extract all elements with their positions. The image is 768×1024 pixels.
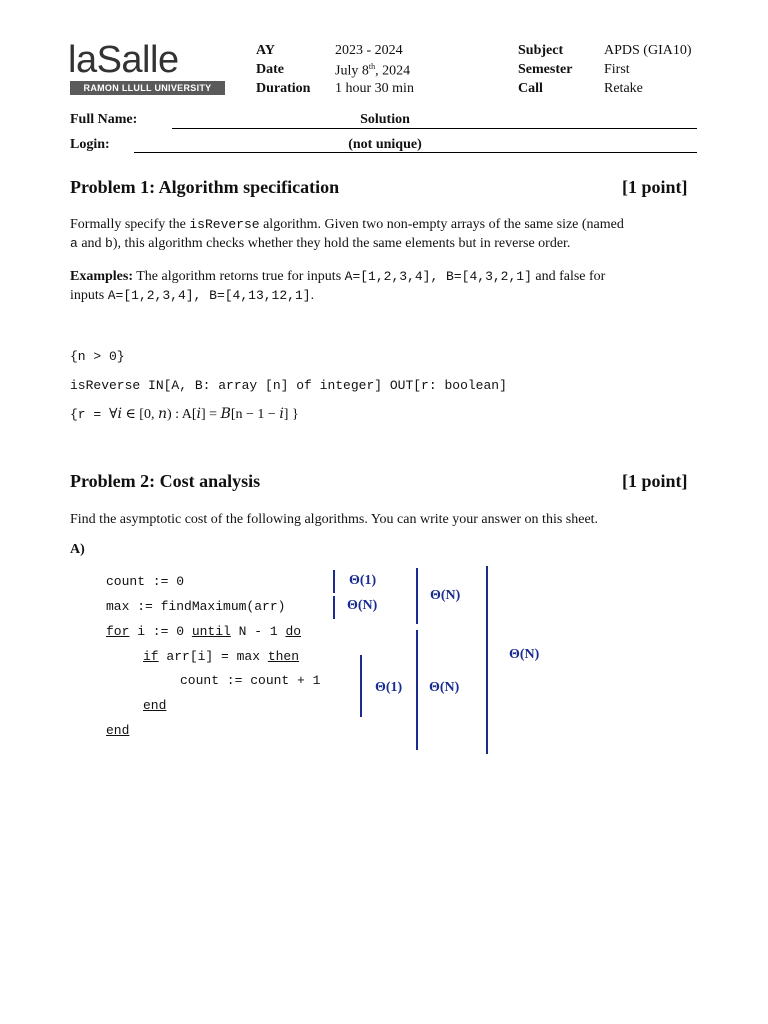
semester-value: First [604, 62, 630, 77]
cost-inner: Θ(1) [375, 680, 403, 695]
code-line-if: if arr[i] = max then [143, 649, 300, 664]
problem1-title: Problem 1: Algorithm specification [70, 177, 340, 197]
date-value: July 8th, 2024 [335, 62, 411, 79]
code-line-increment: count := count + 1 [180, 673, 321, 688]
semester-label: Semester [518, 62, 573, 77]
login-value: (not unique) [348, 137, 422, 152]
bar-inner [360, 655, 362, 717]
ay-value: 2023 - 2024 [335, 43, 403, 58]
signature: isReverse IN[A, B: array [n] of integer] OUT[r: boolean] [70, 378, 507, 393]
problem1-description: Formally specify the isReverse algorithm. Given two non-empty arrays of the same size (named a and b), this algorithm checks whether they hold the same elements but in reverse order. [70, 217, 624, 251]
cost-count: Θ(1) [349, 573, 377, 588]
cost-total: Θ(N) [509, 647, 540, 662]
login-line [134, 152, 697, 153]
call-label: Call [518, 81, 543, 96]
duration-label: Duration [256, 81, 311, 96]
bar-total [486, 566, 488, 754]
problem2-intro: Find the asymptotic cost of the following algorithms. You can write your answer on this sheet. [70, 512, 599, 527]
bar-first-two [416, 568, 418, 624]
lasalle-logo [68, 38, 179, 82]
login-label: Login: [70, 137, 110, 152]
fullname-value: Solution [360, 112, 410, 127]
logo-university-bar: RAMON LLULL UNIVERSITY [70, 81, 225, 95]
problem2-title: Problem 2: Cost analysis [70, 471, 261, 491]
logo-la: la [68, 39, 97, 81]
cost-first-two: Θ(N) [430, 588, 461, 603]
call-value: Retake [604, 81, 643, 96]
code-line-end-if: end [143, 698, 167, 713]
ay-label: AY [256, 43, 275, 58]
postcondition: {r = ∀𝑖 ∈ [0, 𝑛) : A[𝑖] = 𝐵[n − 1 − 𝑖] } [70, 407, 299, 422]
subject-value: APDS (GIA10) [604, 43, 692, 58]
cost-max: Θ(N) [347, 598, 378, 613]
code-line-for: for i := 0 until N - 1 do [106, 624, 302, 639]
fullname-label: Full Name: [70, 112, 138, 127]
problem2-points: [1 point] [622, 471, 688, 491]
cost-loop: Θ(N) [429, 680, 460, 695]
bar-max [333, 596, 335, 619]
duration-value: 1 hour 30 min [335, 81, 414, 96]
problem1-points: [1 point] [622, 177, 688, 197]
code-line-max: max := findMaximum(arr) [106, 599, 286, 614]
subject-label: Subject [518, 43, 564, 58]
logo-salle: Salle [96, 39, 179, 81]
problem1-examples: Examples: The algorithm retorns true for inputs A=[1,2,3,4], B=[4,3,2,1] and false for inputs A=[1,2,3,4], B=[4,13,12,1]. [70, 269, 606, 303]
date-label: Date [256, 62, 284, 77]
fullname-line [172, 128, 697, 129]
precondition: {n > 0} [70, 349, 125, 364]
bar-count [333, 570, 335, 593]
code-line-count: count := 0 [106, 574, 185, 589]
code-line-end-for: end [106, 723, 130, 738]
bar-loop [416, 630, 418, 750]
part-a-label: A) [70, 542, 85, 557]
